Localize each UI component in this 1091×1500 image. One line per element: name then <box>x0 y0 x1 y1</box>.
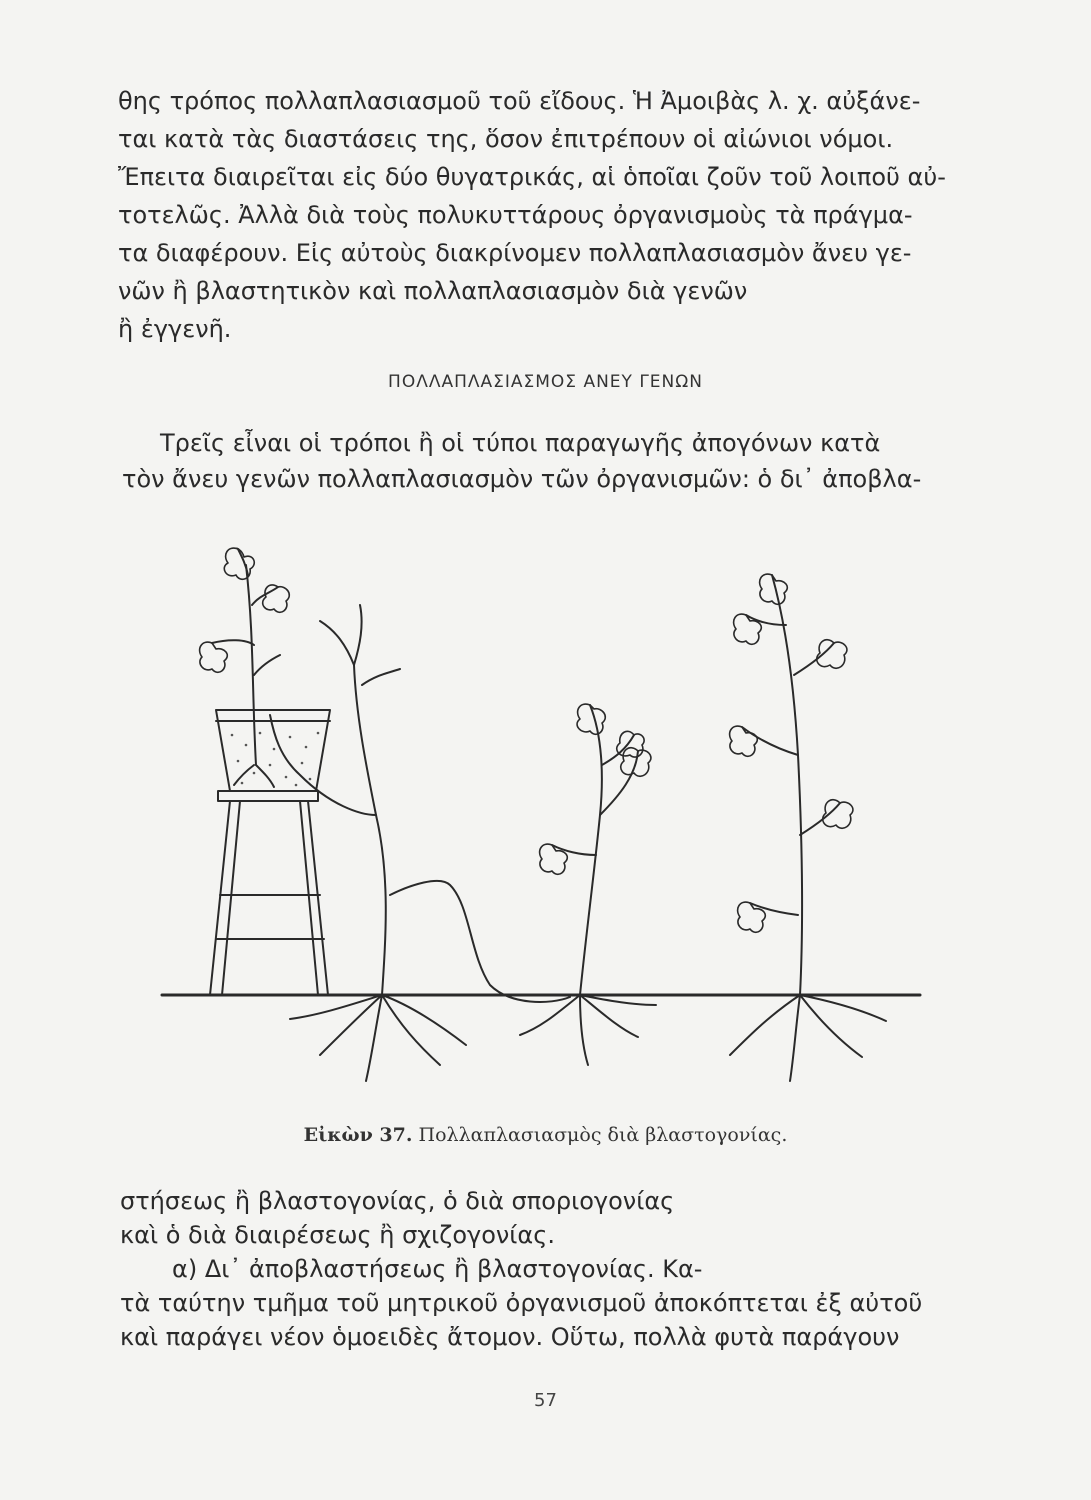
section-heading: ΠΟΛΛΑΠΛΑΣΙΑΣΜΟΣ ΑΝΕΥ ΓΕΝΩΝ <box>388 372 703 392</box>
text-line: α) Δι᾽ ἀποβλαστήσεως ἢ βλαστογονίας. Κα- <box>172 1255 703 1283</box>
text-line: νῶν ἢ βλαστητικὸν καὶ πολλαπλασιασμὸν διὰ γενῶν <box>118 277 748 305</box>
text-line: καὶ παράγει νέον ὁμοειδὲς ἄτομον. Οὕτω, πολλὰ φυτὰ παράγουν <box>120 1323 900 1351</box>
text-line: τὸν ἄνευ γενῶν πολλαπλασιασμὸν τῶν ὀργανισμῶν: ὁ δι᾽ ἀποβλα- <box>122 465 922 493</box>
text-line: Ἔπειτα διαιρεῖται εἰς δύο θυγατρικάς, αἱ ὁποῖαι ζοῦν τοῦ λοιποῦ αὐ- <box>118 163 946 191</box>
text-line: καὶ ὁ διὰ διαιρέσεως ἢ σχιζογονίας. <box>120 1221 555 1249</box>
text-line: τοτελῶς. Ἀλλὰ διὰ τοὺς πολυκυττάρους ὀργανισμοὺς τὰ πράγμα- <box>118 201 913 229</box>
text-line: θης τρόπος πολλαπλασιασμοῦ τοῦ εἴδους. Ἡ Ἀμοιβὰς λ. χ. αὐξάνε- <box>118 87 921 115</box>
leaf-shapes <box>200 548 853 932</box>
text-line: τὰ ταύτην τμῆμα τοῦ μητρικοῦ ὀργανισμοῦ ἀποκόπτεται ἐξ αὐτοῦ <box>120 1289 923 1317</box>
parent-shrub-drawing <box>270 605 570 1081</box>
pot-drawing <box>216 710 330 791</box>
text-line: Τρεῖς εἶναι οἱ τρόποι ἢ οἱ τύποι παραγωγῆς ἀπογόνων κατὰ <box>160 429 881 457</box>
text-line: ἢ ἐγγενῆ. <box>118 315 232 343</box>
propagation-illustration <box>150 535 980 1115</box>
page-number: 57 <box>534 1390 557 1411</box>
figure-caption <box>0 1124 1091 1146</box>
tall-plant-drawing <box>730 575 886 1081</box>
text-line: ται κατὰ τὰς διαστάσεις της, ὅσον ἐπιτρέπουν οἱ αἰώνιοι νόμοι. <box>118 125 894 153</box>
text-line: στήσεως ἢ βλαστογονίας, ὁ διὰ σποριογονίας <box>120 1187 675 1215</box>
figure-caption-text: Πολλαπλασιασμὸς διὰ βλαστογονίας. <box>418 1124 788 1146</box>
offspring-plant-drawing <box>520 705 656 1065</box>
text-line: τα διαφέρουν. Εἰς αὐτοὺς διακρίνομεν πολλαπλασιασμὸν ἄνευ γε- <box>118 239 912 267</box>
stool-drawing <box>210 791 328 995</box>
figure-label: Εἰκὼν 37. <box>303 1124 413 1146</box>
